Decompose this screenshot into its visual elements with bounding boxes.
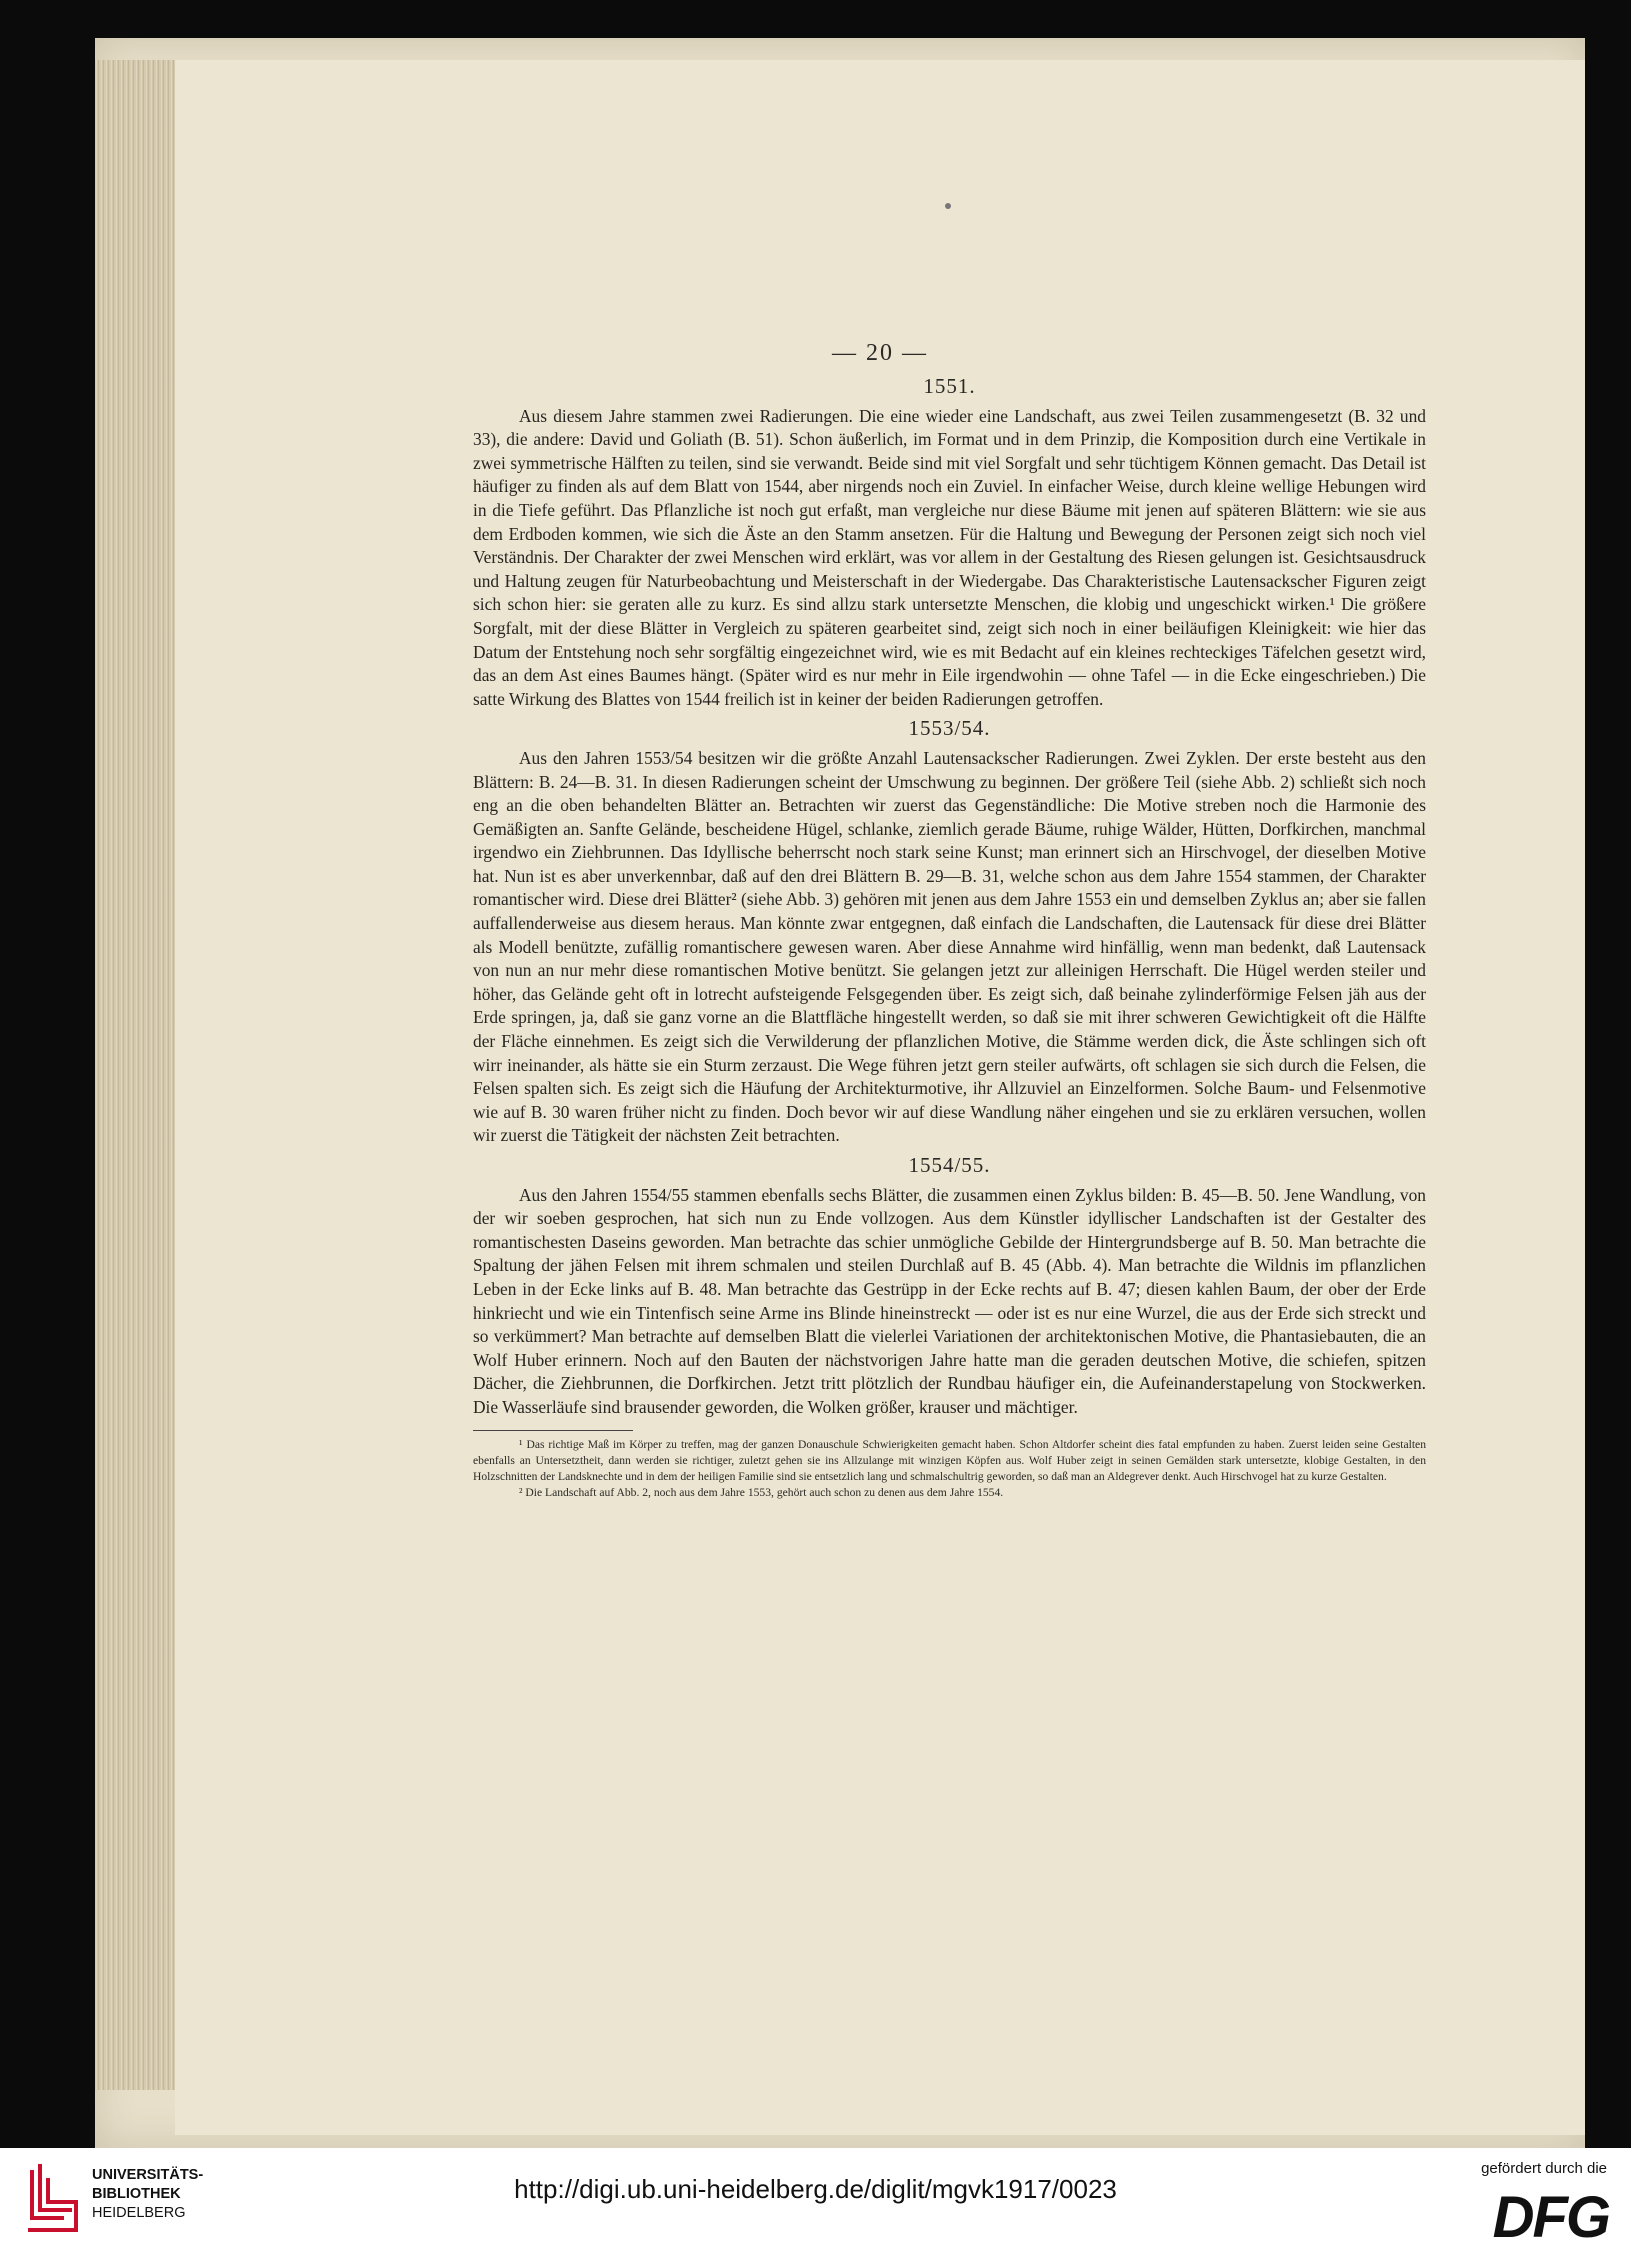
dfg-logo: DFG	[1492, 2185, 1609, 2250]
paper-speck	[945, 203, 951, 209]
section-heading: 1554/55.	[908, 1153, 991, 1177]
page-edges	[95, 60, 175, 2090]
footnote: ¹ Das richtige Maß im Körper zu treffen, mag der ganzen Donauschule Schwierigkeiten gemacht haben. Schon Altdorfer scheint dies fatal empfunden zu haben. Zuerst leiden seine Gestalten ebenfalls an Untersetztheit, dann werden sie richtiger, zuletzt gehen sie ins Allzulange mit winzigen Köpfen aus. Wolf Huber zeigt in seinen Gemälden stark untersetzte, klobige Gestalten, in den Holzschnitten der Landsknechte und in dem der heiligen Familie sind sie entsetzlich lang und schmalschultrig geworden, so daß man an Aldegrever denkt. Auch Hirschvogel hat zu kurze Gestalten.	[473, 1437, 1426, 1483]
footer-bar	[0, 2148, 1631, 2263]
paragraph: Aus den Jahren 1554/55 stammen ebenfalls sechs Blätter, die zusammen einen Zyklus bilden: B. 45—B. 50. Jene Wandlung, von der wir soeben gesprochen, hat sich nun zu Ende vollzogen. Aus dem Künstler idyllischer Landschaften ist der Gestalter des romantischesten Daseins geworden. Man betrachte das schier unmögliche Gebilde der Hintergrundsberge auf B. 50. Man betrachte die Spaltung der jähen Felsen mit ihrem schmalen und steilen Durchlaß auf B. 45 (Abb. 4). Man betrachte die Wildnis im pflanzlichen Leben in der Ecke links auf B. 48. Man betrachte das Gestrüpp in der Ecke rechts auf B. 47; diesen kahlen Baum, der ober der Erde hinkriecht und wie ein Tintenfisch seine Arme ins Blinde hineinstreckt — oder ist es nur eine Wurzel, die aus der Erde sich streckt und so verkümmert? Man betrachte auf demselben Blatt die vielerlei Variationen der architektonischen Motive, die Phantasiebauten, die an Wolf Huber erinnern. Noch auf den Bauten der nächstvorigen Jahre hatte man die geraden deutschen Motive, die schiefen, spitzen Dächer, die Ziehbrunnen, die Dorfkirchen. Jetzt tritt plötzlich der Rundbau häufiger ein, die Aufeinanderstapelung von Stockwerken. Die Wasserläufe sind brausender geworden, die Wolken größer, krauser und mächtiger.	[473, 1184, 1426, 1417]
paragraph: Aus diesem Jahre stammen zwei Radierungen. Die eine wieder eine Landschaft, aus zwei Teilen zusammengesetzt (B. 32 und 33), die andere: David und Goliath (B. 51). Schon äußerlich, im Format und in dem Prinzip, die Komposition durch eine Vertikale in zwei symmetrische Hälften zu teilen, sind sie verwandt. Beide sind mit viel Sorgfalt und sehr tüchtigem Können gemacht. Das Detail ist häufiger zu finden als auf dem Blatt von 1544, aber nirgends noch ein Zuviel. In einfacher Weise, durch kleine wellige Hebungen wird in die Tiefe geführt. Das Pflanzliche ist noch gut erfaßt, man vergleiche nur diese Bäume mit jenen auf späteren Blättern: wie sie aus dem Erdboden kommen, wie sich die Äste an den Stamm ansetzen. Für die Haltung und Bewegung der Personen zeigt sich noch viel Verständnis. Der Charakter der zwei Menschen wird erklärt, was vor allem in der Gestaltung des Riesen gelungen ist. Gesichtsausdruck und Haltung zeugen für Naturbeobachtung und Meisterschaft in der Wiedergabe. Das Charakteristische Lautensackscher Figuren zeigt sich schon hier: sie geraten alle zu kurz. Es sind allzu stark untersetzte Menschen, die klobig und ungeschickt wirken.¹ Die größere Sorgfalt, mit der diese Blätter in Vergleich zu späteren gearbeitet sind, zeigt sich noch in einer beiläufigen Kleinigkeit: wie hier das Datum der Entstehung noch sehr sorgfältig eingezeichnet wird, wie es mit Bedacht auf ein kleines rechteckiges Täfelchen gesetzt wird, das an dem Ast eines Baumes hängt. (Später wird es nur mehr in Eile irgendwohin — ohne Tafel — in die Ecke eingeschrieben.) Die satte Wirkung des Blattes von 1544 freilich ist in keiner der beiden Radierungen getroffen.	[473, 405, 1426, 709]
page-number: — 20 —	[832, 340, 928, 366]
section-heading: 1551.	[923, 374, 976, 398]
funding-label: gefördert durch die	[1481, 2160, 1607, 2177]
source-url-link[interactable]: http://digi.ub.uni-heidelberg.de/diglit/mgvk1917/0023	[514, 2174, 1117, 2204]
paragraph: Aus den Jahren 1553/54 besitzen wir die größte Anzahl Lautensackscher Radierungen. Zwei Zyklen. Der erste besteht aus den Blättern: B. 24—B. 31. In diesen Radierungen scheint der Umschwung zu beginnen. Der größere Teil (siehe Abb. 2) schließt sich noch eng an die oben behandelten Blätter an. Betrachten wir zuerst das Gegenständliche: Die Motive streben noch die Harmonie des Gemäßigten an. Sanfte Gelände, bescheidene Hügel, schlanke, ziemlich gerade Bäume, ruhige Wälder, Hütten, Dorfkirchen, manchmal irgendwo ein Ziehbrunnen. Das Idyllische beherrscht noch stark seine Kunst; man erinnert sich an Hirschvogel, der dieselben Motive hat. Nun ist es aber unverkennbar, daß auf den drei Blättern B. 29—B. 31, welche schon aus dem Jahre 1554 stammen, der Charakter romantischer wird. Diese drei Blätter² (siehe Abb. 3) gehören mit jenen aus dem Jahre 1553 ein und demselben Zyklus an; aber sie fallen auffallenderweise aus diesem heraus. Man könnte zwar entgegnen, daß einfach die Landschaften, die Lautensack für diese drei Blätter als Modell benützte, zufällig romantischere gewesen waren. Aber diese Annahme wird hinfällig, wenn man bedenkt, daß Lautensack von nun an nur mehr diese romantischen Motive benützt. Sie gelangen jetzt zur alleinigen Herrschaft. Die Hügel werden steiler und höher, das Gelände geht oft in lotrecht aufsteigende Felsgegenden über. Es zeigt sich, daß beinahe zylinderförmige Felsen jäh aus der Erde springen, ja, daß sie ganz vorne an die Blattfläche hingestellt werden, so daß sie mit ihrer schweren Gewichtigkeit oft die Hälfte der Fläche einnehmen. Es zeigt sich die Verwilderung der pflanzlichen Motive, die Stämme werden dick, die Äste schlingen sich oft wirr ineinander, als hätte sie ein Sturm zerzaust. Die Wege führen jetzt gern steiler aufwärts, oft schlagen sie sich durch die Felsen, die Felsen spalten sich. Es zeigt sich die Häufung der Architekturmotive, ihr Allzuviel an Einzelformen. Solche Baum- und Felsenmotive wie auf B. 30 waren früher nicht zu finden. Doch bevor wir auf diese Wandlung näher eingehen und sie zu erklären versuchen, wollen wir zuerst die Tätigkeit der nächsten Zeit betrachten.	[473, 747, 1426, 1146]
footnotes	[473, 1437, 1426, 1501]
section-heading: 1553/54.	[908, 716, 991, 741]
footnote-divider	[473, 1430, 633, 1431]
library-name: UNIVERSITÄTS- BIBLIOTHEK HEIDELBERG	[92, 2167, 204, 2221]
page-text	[473, 375, 1426, 1501]
footnote: ² Die Landschaft auf Abb. 2, noch aus dem Jahre 1553, gehört auch schon zu denen aus dem Jahre 1554.	[519, 1485, 1004, 1499]
